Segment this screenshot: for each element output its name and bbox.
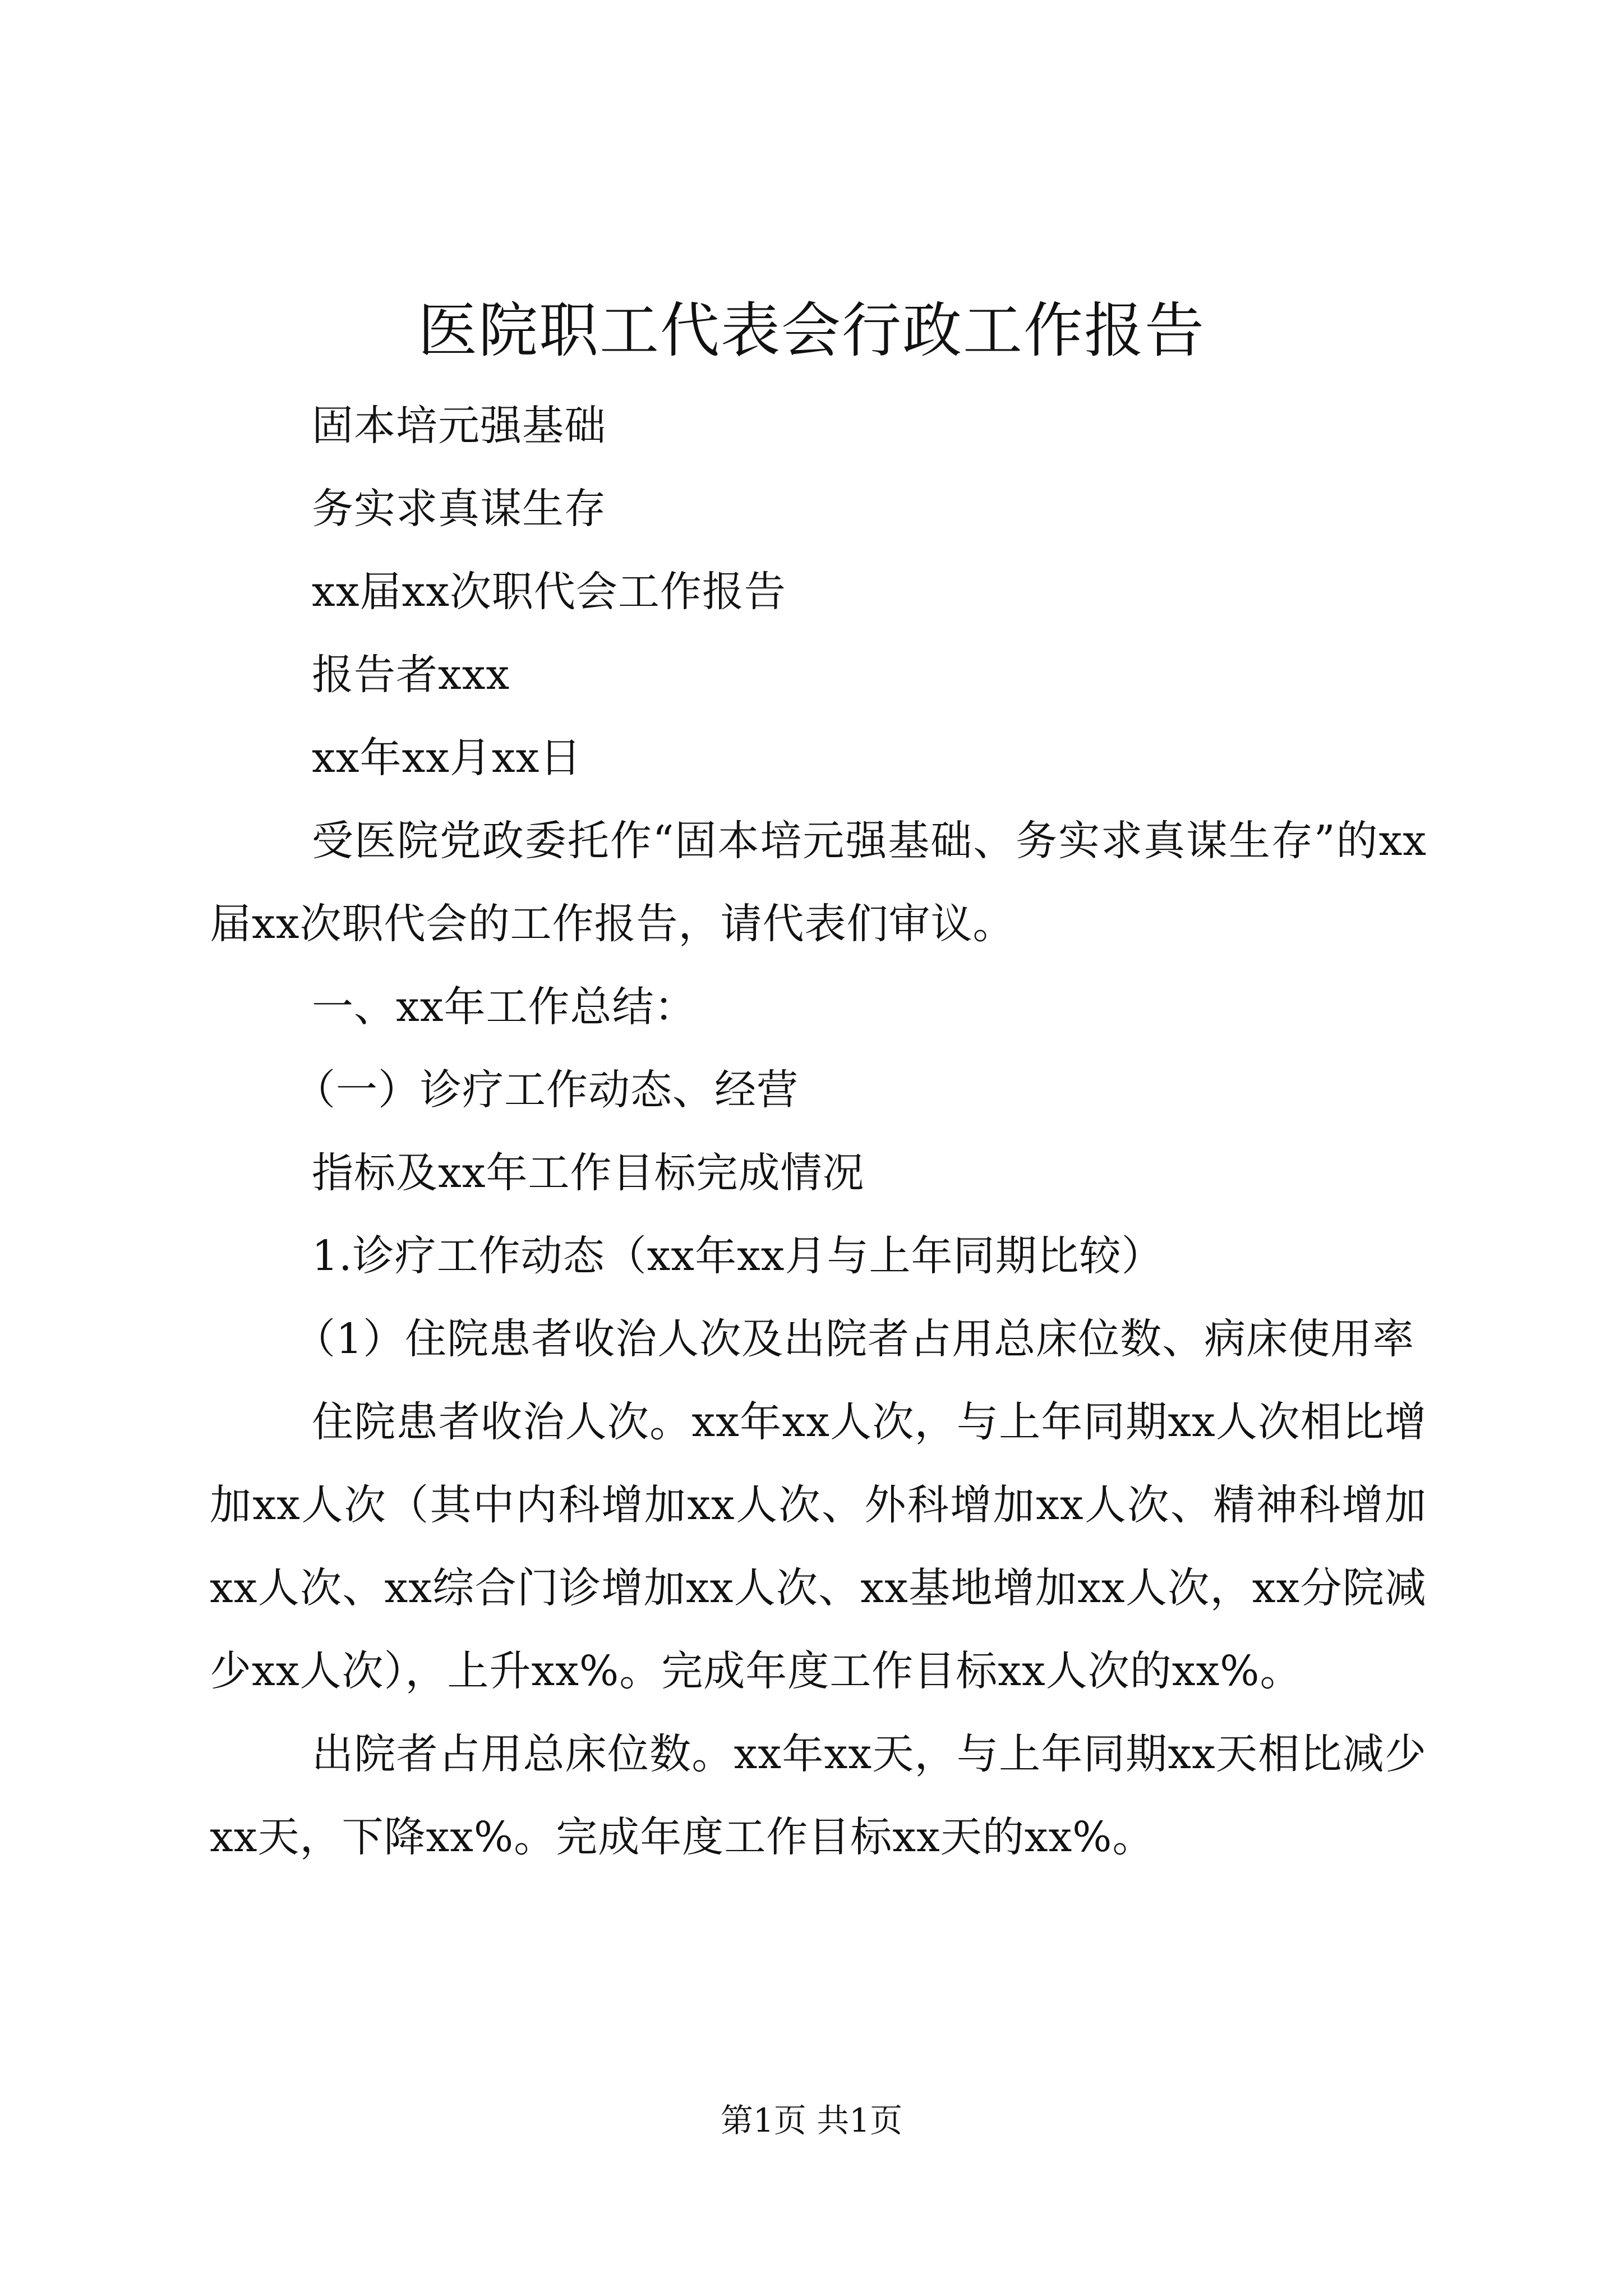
subsection-heading-1: （一）诊疗工作动态、经营 — [294, 1066, 799, 1114]
subsection-heading-1-cont: 指标及xx年工作目标完成情况 — [312, 1149, 865, 1197]
beds-paragraph: 出院者占用总床位数。xx年xx天，与上年同期xx天相比减少xx天，下降xx%。完成年度工作目标xx天的xx%。 — [210, 1730, 1427, 1861]
document-body — [210, 384, 1427, 1879]
admissions-paragraph: 住院患者收治人次。xx年xx人次，与上年同期xx人次相比增加xx人次（其中内科增加xx人次、外科增加xx人次、精神科增加xx人次、xx综合门诊增加xx人次、xx基地增加xx人次，xx分院减少xx人次），上升xx%。完成年度工作目标xx人次的xx%。 — [210, 1398, 1427, 1695]
subtitle-line-2: 务实求真谋生存 — [312, 485, 606, 533]
subtitle-line-1: 固本培元强基础 — [312, 402, 606, 450]
intro-paragraph: 受医院党政委托作“固本培元强基础、务实求真谋生存”的xx届xx次职代会的工作报告，请代表们审议。 — [210, 817, 1427, 948]
item-heading-1: 1.诊疗工作动态（xx年xx月与上年同期比较） — [312, 1232, 1164, 1280]
date-line: xx年xx月xx日 — [312, 734, 582, 782]
item-heading-1-1: （1）住院患者收治人次及出院者占用总床位数、病床使用率 — [294, 1315, 1415, 1363]
section-heading-1: 一、xx年工作总结： — [312, 983, 697, 1031]
page-footer: 第1页 共1页 — [720, 2101, 903, 2139]
document-title: 医院职工代表会行政工作报告 — [418, 296, 1205, 365]
reporter-line: 报告者xxx — [312, 651, 510, 699]
report-name-line: xx届xx次职代会工作报告 — [312, 568, 786, 616]
